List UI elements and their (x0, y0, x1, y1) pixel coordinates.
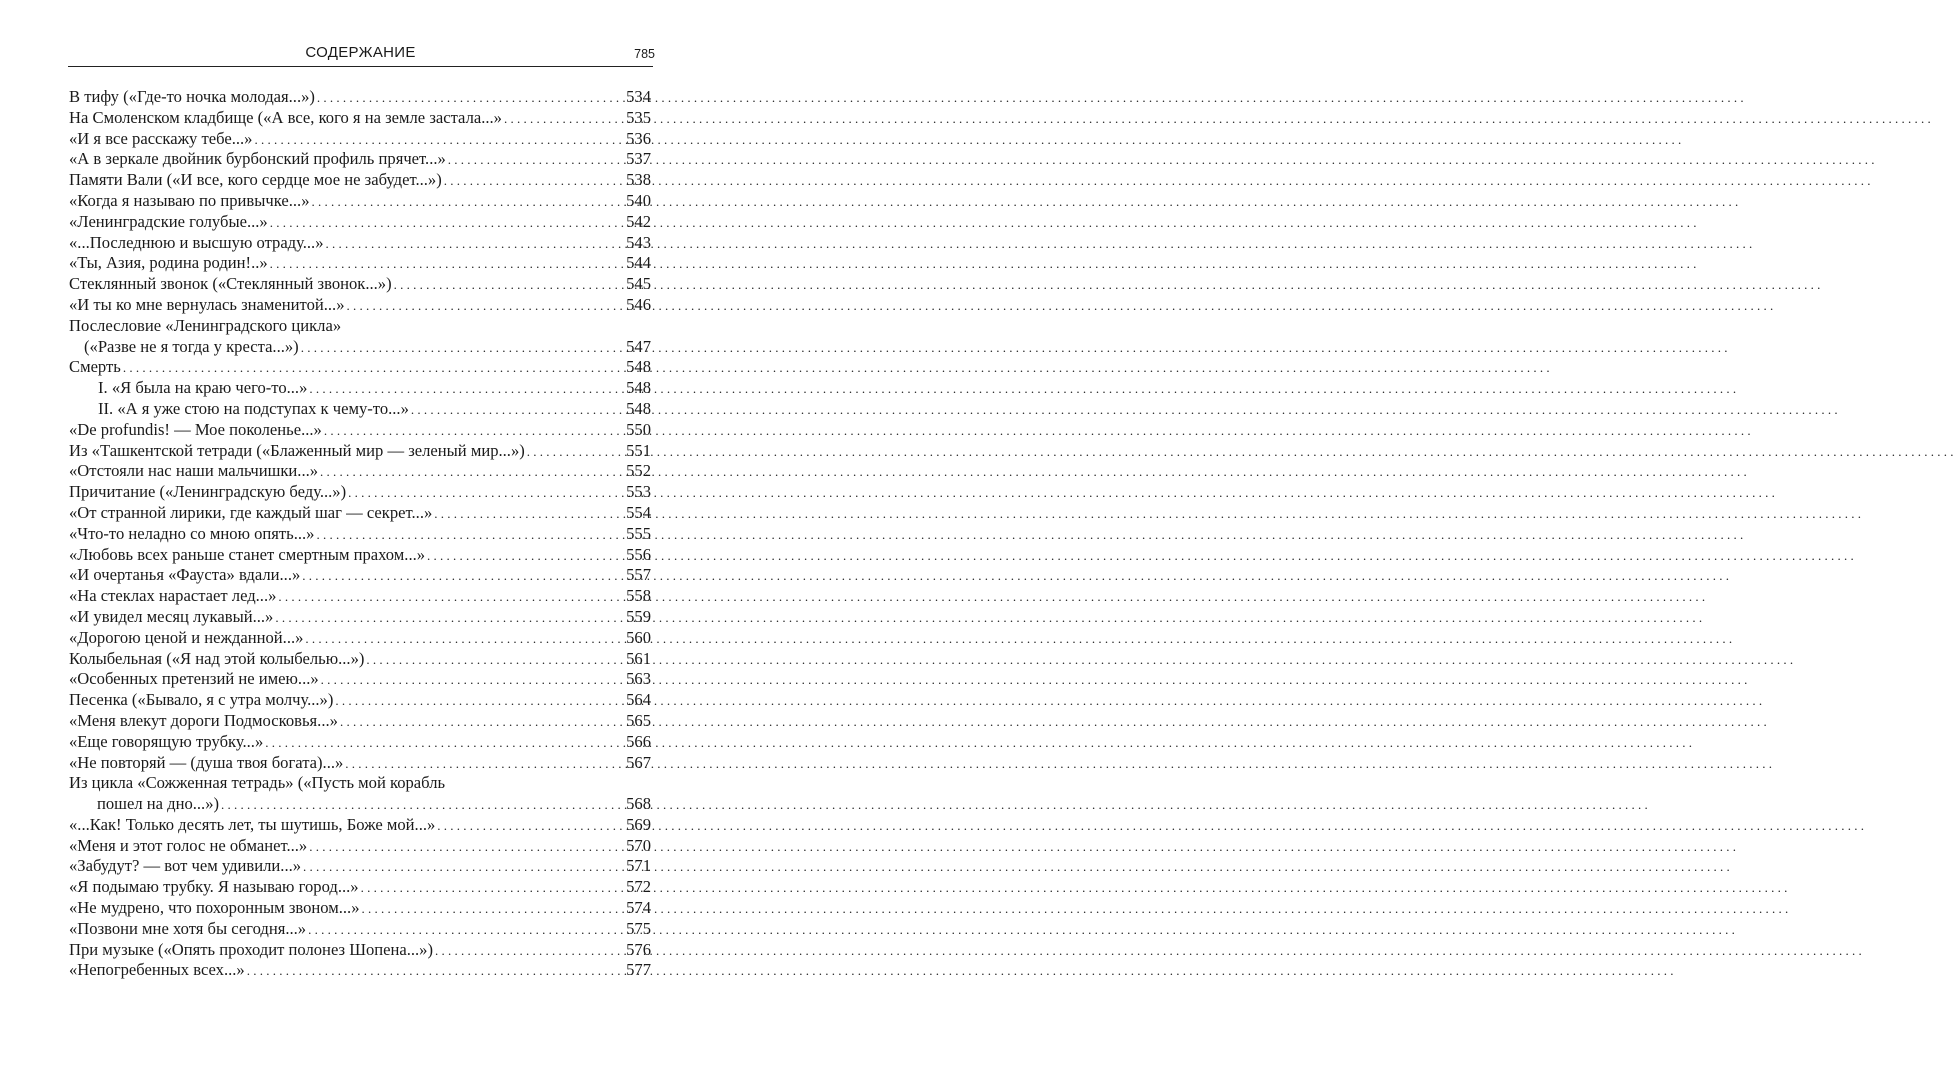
toc-entry-page: 564 (626, 690, 651, 710)
toc-entry-title: «На стеклах нарастает лед...» (69, 586, 277, 606)
toc-entry-page: 550 (626, 419, 651, 439)
toc-entry (69, 378, 651, 399)
toc-entry-title: Колыбельная («Я над этой колыбелью...») (69, 648, 365, 668)
toc-entry-page: 537 (626, 149, 651, 169)
toc-entry-title: Стеклянный звонок («Стеклянный звонок...») (69, 274, 392, 294)
toc-entry-title: («Разве не я тогда у креста...») (84, 336, 299, 356)
toc-leader-dots (427, 546, 624, 567)
toc-entry (69, 129, 651, 150)
toc-leader-dots (308, 920, 624, 941)
toc-entry (69, 399, 651, 420)
toc-entry (69, 420, 651, 441)
toc-entry (69, 274, 651, 295)
toc-leader-dots (305, 629, 624, 650)
toc-entry (69, 316, 651, 337)
toc-entry-page: 547 (626, 336, 651, 356)
toc-leader-dots (123, 358, 624, 379)
toc-entry (69, 108, 651, 129)
toc-leader-dots (361, 878, 625, 899)
toc-leader-dots (527, 442, 624, 463)
toc-leader-dots (254, 130, 624, 151)
toc-entry-title: «Еще говорящую трубку...» (69, 731, 264, 751)
toc-entry-page: 556 (626, 544, 651, 564)
toc-entry-page: 552 (626, 461, 651, 481)
toc-entry-title: Из цикла «Сожженная тетрадь» («Пусть мой корабль (69, 773, 446, 793)
toc-entry (69, 711, 651, 732)
toc-entry-page: 543 (626, 232, 651, 252)
toc-entry-title: «И я все расскажу тебе...» (69, 128, 253, 148)
toc-leader-dots (301, 338, 624, 359)
toc-entry-page: 545 (626, 274, 651, 294)
toc-entry (69, 524, 651, 545)
toc-entry-page: 576 (626, 939, 651, 959)
toc-leader-dots (321, 670, 624, 691)
toc-entry (69, 877, 651, 898)
toc-entry-title: Памяти Вали («И все, кого сердце мое не забудет...») (69, 170, 442, 190)
toc-entry-page: 574 (626, 898, 651, 918)
toc-entry (69, 482, 651, 503)
running-header-title: СОДЕРЖАНИЕ (305, 44, 416, 61)
toc-entry-title: В тифу («Где-то ночка молодая...») (69, 87, 315, 106)
toc-entry-title: «Ты, Азия, родина родин!..» (69, 253, 268, 273)
toc-leader-dots (347, 296, 625, 317)
toc-entry-page: 569 (626, 814, 651, 834)
toc-entry (69, 191, 651, 212)
toc-entry-page: 571 (626, 856, 651, 876)
toc-entry (69, 856, 651, 877)
toc-entry-title: «...Как! Только десять лет, ты шутишь, Боже мой...» (69, 814, 436, 834)
toc-leader-dots (302, 566, 624, 587)
toc-entry-title: «Не повторяй — (душа твоя богата)...» (69, 752, 344, 772)
toc-entry (69, 898, 651, 919)
toc-entry-title: «Я подымаю трубку. Я называю город...» (69, 877, 359, 897)
toc-leader-dots (270, 254, 624, 275)
toc-entry-page: 548 (626, 398, 651, 418)
toc-leader-dots (317, 88, 624, 109)
toc-entry (69, 149, 651, 170)
toc-entry-page: 566 (626, 731, 651, 751)
toc-entry-title: На Смоленском кладбище («А все, кого я на земле застала...» (69, 107, 502, 127)
toc-entry (69, 732, 651, 753)
toc-leader-dots (247, 961, 624, 982)
toc-entry-page: 548 (626, 357, 651, 377)
toc-entry (69, 295, 651, 316)
toc-entry (69, 233, 651, 254)
toc-entry-page: 577 (626, 960, 651, 980)
toc-leader-dots (303, 857, 624, 878)
toc-entry-title: Послесловие «Ленинградского цикла» (69, 315, 342, 335)
toc-entry-page: 568 (626, 794, 651, 814)
toc-leader-dots (278, 587, 624, 608)
toc-entry-page: 538 (626, 170, 651, 190)
toc-entry-title: «Дорогою ценой и нежданной...» (69, 627, 304, 647)
toc-entry-page: 555 (626, 523, 651, 543)
toc-entry-title: I. «Я была на краю чего-то...» (98, 378, 308, 398)
toc-leader-dots (309, 837, 624, 858)
toc-entry-title: «От странной лирики, где каждый шаг — секрет...» (69, 502, 433, 522)
toc-entry-title: «А в зеркале двойник бурбонский профиль прячет...» (69, 149, 446, 169)
toc-entry-title: «De profundis! — Мое поколенье...» (69, 419, 322, 439)
running-header (68, 44, 653, 67)
toc-leader-dots (275, 608, 624, 629)
toc-entry (69, 669, 651, 690)
toc-entry-title: «Забудут? — вот чем удивили...» (69, 856, 302, 876)
toc-entry (69, 253, 651, 274)
toc-leader-dots (448, 150, 624, 171)
toc-leader-dots (411, 400, 624, 421)
toc-entry-page: 565 (626, 710, 651, 730)
toc-leader-dots (324, 421, 624, 442)
toc-entry-page: 553 (626, 482, 651, 502)
toc-entry-title: «Меня влекут дороги Подмосковья...» (69, 710, 338, 730)
toc-leader-dots (326, 234, 625, 255)
toc-entry-title: Причитание («Ленинградскую беду...») (69, 482, 347, 502)
toc-leader-dots (348, 483, 624, 504)
toc-leader-dots (504, 109, 624, 130)
toc-entry (69, 545, 651, 566)
toc-entry (69, 586, 651, 607)
toc-entry (69, 441, 651, 462)
toc-leader-dots (340, 712, 624, 733)
toc-entry-page: 558 (626, 586, 651, 606)
toc-entry (69, 794, 651, 815)
toc-leader-dots (437, 816, 624, 837)
toc-entry (69, 607, 651, 628)
toc-entry (69, 357, 651, 378)
toc-leader-dots (335, 691, 624, 712)
toc-entry-title: «И очертанья «Фауста» вдали...» (69, 565, 301, 585)
toc-leader-dots (312, 192, 625, 213)
toc-leader-dots (435, 941, 624, 962)
toc-entry-title: «И ты ко мне вернулась знаменитой...» (69, 294, 345, 314)
toc-entry-page: 563 (626, 669, 651, 689)
toc-entry (69, 565, 651, 586)
toc-entry-title: «Что-то неладно со мною опять...» (69, 523, 315, 543)
toc-entry-title: пошел на дно...») (97, 794, 220, 814)
toc-entry-page: 557 (626, 565, 651, 585)
page-number: 785 (634, 47, 655, 61)
toc-entry-title: Песенка («Бывало, я с утра молчу...») (69, 690, 334, 710)
toc-entry-title: Из «Ташкентской тетради («Блаженный мир — зеленый мир...») (69, 440, 525, 460)
toc-entry-title: «Непогребенных всех...» (69, 960, 245, 980)
toc-entry (69, 461, 651, 482)
toc-leader-dots (309, 379, 624, 400)
toc-entry-page: 575 (626, 918, 651, 938)
toc-entry-page: 561 (626, 648, 651, 668)
toc-entry-title: «Отстояли нас наши мальчишки...» (69, 461, 319, 481)
toc-entry-page: 572 (626, 877, 651, 897)
toc-entry-page: 535 (626, 107, 651, 127)
toc-entry (69, 753, 651, 774)
toc-leader-dots (345, 754, 624, 775)
toc-entry (69, 628, 651, 649)
toc-entry-title: II. «А я уже стою на подступах к чему-то...» (98, 398, 409, 418)
toc-leader-dots (434, 504, 624, 525)
toc-entry-page: 546 (626, 294, 651, 314)
toc-entry (69, 815, 651, 836)
toc-leader-dots (362, 899, 625, 920)
toc-entry-page: 570 (626, 835, 651, 855)
toc-leader-dots (316, 525, 624, 546)
toc-leader-dots (394, 275, 624, 296)
toc-entry (69, 690, 651, 711)
toc-entry-page: 567 (626, 752, 651, 772)
toc-entry (69, 773, 651, 794)
toc-entry (69, 87, 651, 108)
toc-leader-dots (444, 171, 624, 192)
toc-entry (69, 170, 651, 191)
toc-entry (69, 940, 651, 961)
toc-entry-page: 554 (626, 502, 651, 522)
toc-entry (69, 960, 651, 981)
toc-entry-title: «Ленинградские голубые...» (69, 211, 268, 231)
toc-entry-page: 559 (626, 606, 651, 626)
table-of-contents (69, 87, 651, 981)
toc-entry (69, 337, 651, 358)
toc-entry-page: 551 (626, 440, 651, 460)
toc-leader-dots (270, 213, 624, 234)
toc-entry (69, 503, 651, 524)
toc-entry-page: 560 (626, 627, 651, 647)
toc-entry-title: «Меня и этот голос не обманет...» (69, 835, 308, 855)
toc-leader-dots (320, 462, 624, 483)
toc-leader-dots (265, 733, 624, 754)
toc-entry-title: При музыке («Опять проходит полонез Шопена...») (69, 939, 434, 959)
toc-entry-page: 540 (626, 190, 651, 210)
toc-entry-title: «Любовь всех раньше станет смертным прахом...» (69, 544, 426, 564)
toc-entry-page: 544 (626, 253, 651, 273)
toc-entry (69, 212, 651, 233)
toc-entry (69, 836, 651, 857)
toc-entry-title: «Когда я называю по привычке...» (69, 190, 310, 210)
toc-leader-dots (366, 650, 624, 671)
toc-entry-title: «Позвони мне хотя бы сегодня...» (69, 918, 307, 938)
toc-entry-title: «И увидел месяц лукавый...» (69, 606, 274, 626)
toc-entry-title: «Особенных претензий не имею...» (69, 669, 319, 689)
toc-entry-page: 534 (626, 87, 651, 106)
toc-entry-title: Смерть (69, 357, 121, 377)
toc-entry-page: 536 (626, 128, 651, 148)
toc-entry-title: «Не мудрено, что похоронным звоном...» (69, 898, 360, 918)
toc-entry-title: «...Последнюю и высшую отраду...» (69, 232, 324, 252)
toc-leader-dots (221, 795, 624, 816)
toc-entry (69, 649, 651, 670)
toc-entry-page: 542 (626, 211, 651, 231)
toc-entry-page: 548 (626, 378, 651, 398)
toc-entry (69, 919, 651, 940)
